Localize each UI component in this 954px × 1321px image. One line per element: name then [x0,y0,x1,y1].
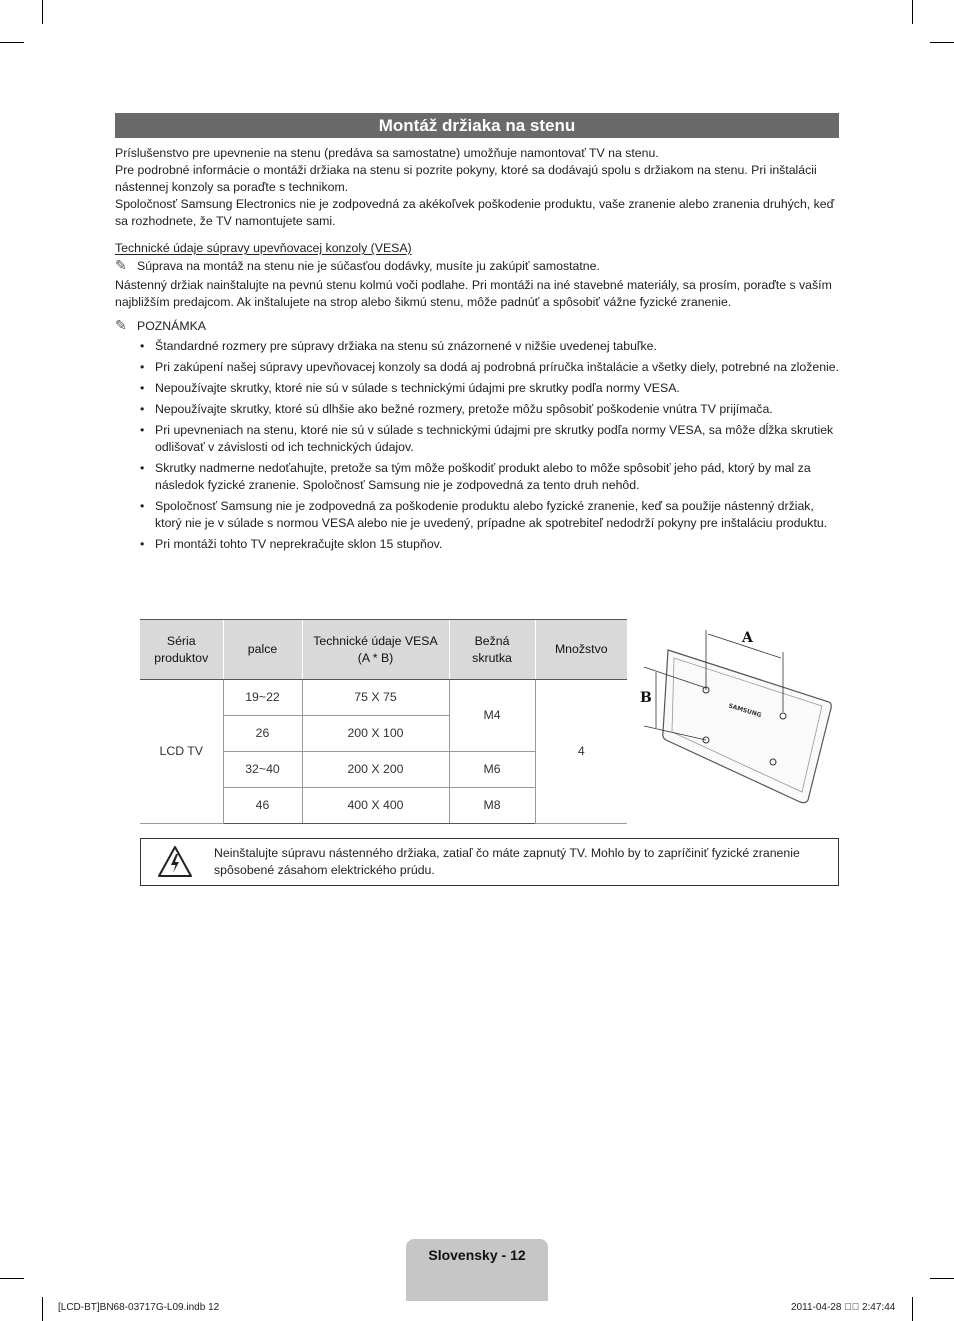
header-series: Séria produktov [140,620,223,680]
note-item: • Nepoužívajte skrutky, ktoré sú dlhšie ako bežné rozmery, pretože môžu spôsobiť poškodenie vnútra TV prijímača. [115,401,841,418]
cell-quantity: 4 [535,680,627,824]
intro-paragraph: Príslušenstvo pre upevnenie na stenu (predáva sa samostatne) umožňuje namontovať TV na stenu. [115,146,659,160]
table-row [140,680,627,716]
tv-back-diagram [636,622,841,807]
page-number-tab [406,1239,548,1301]
crop-mark [930,42,954,43]
dimension-b-label: B [640,690,652,706]
note-heading [115,317,841,335]
vesa-heading: Technické údaje súpravy upevňovacej konzoly (VESA) [115,241,412,255]
note-item: • Spoločnosť Samsung nie je zodpovedná za poškodenie produktu alebo fyzické zranenie, keď sa použije nástenný držiak, ktorý nie je v súlade s normou VESA alebo nie je uvedený, prípadne ak spotrebiteľ nedodrží pokyny pre inštaláciu produktu. [115,498,841,532]
intro-paragraph: Pre podrobné informácie o montáži držiaka na stenu si pozrite pokyny, ktoré sa dodávajú spolu s držiakom na stenu. Pri inštalácii nástennej konzoly sa poraďte s technikom. [115,163,817,194]
main-content [115,145,841,557]
crop-mark [912,0,913,24]
note-pencil-icon: ✎ [115,257,127,273]
warning-text: Neinštalujte súpravu nástenného držiaka, zatiaľ čo máte zapnutý TV. Mohlo by to zapríčiniť fyzické zranenie spôsobené zásahom elektrického prúdu. [214,846,800,877]
cell-vesa: 200 X 200 [302,752,449,788]
note-item: • Pri upevneniach na stenu, ktoré nie sú v súlade s technickými údajmi pre skrutky podľa normy VESA, sa môže dĺžka skrutiek odlišovať v závislosti od ich technických údajov. [115,422,841,456]
tv-back-panel [663,650,831,803]
cell-screw: M8 [449,788,535,824]
note-label: POZNÁMKA [137,319,207,333]
cell-screw: M4 [449,680,535,752]
crop-mark [930,1278,954,1279]
crop-mark [912,1297,913,1321]
cell-screw: M6 [449,752,535,788]
cell-inches: 32~40 [223,752,302,788]
vesa-spec-table [140,619,627,824]
note-item: • Pri montáži tohto TV neprekračujte sklon 15 stupňov. [115,536,841,553]
table-header-row [140,620,627,680]
print-timestamp: 2011-04-28 ￿￿ 2:47:44 [791,1302,896,1313]
header-screw: Bežná skrutka [449,620,535,680]
crop-mark [0,42,24,43]
print-file-info: [LCD-BT]BN68-03717G-L09.indb 12 [58,1302,220,1313]
crop-mark [0,1278,24,1279]
note-item: • Pri zakúpení našej súpravy upevňovacej konzoly sa dodá aj podrobná príručka inštalácie a všetky diely, potrebné na zloženie. [115,359,841,376]
section-title: Montáž držiaka na stenu [115,113,839,138]
cell-vesa: 75 X 75 [302,680,449,716]
cell-inches: 19~22 [223,680,302,716]
note-pencil-icon: ✎ [115,317,127,333]
crop-mark [42,0,43,24]
header-inches: palce [223,620,302,680]
dimension-a-label: A [742,630,753,646]
note-item: • Nepoužívajte skrutky, ktoré nie sú v súlade s technickými údajmi pre skrutky podľa normy VESA. [115,380,841,397]
brand-logo: SAMSUNG [727,702,763,720]
install-paragraph: Nástenný držiak nainštalujte na pevnú stenu kolmú voči podlahe. Pri montáži na iné stavebné materiály, sa prosím, poraďte s vaším najbližším predajcom. Ak inštalujete na strop alebo šikmú stenu, môže padnúť a spôsobiť vážne fyzické zranenie. [115,278,832,309]
kit-note-text: Súprava na montáž na stenu nie je súčasťou dodávky, musíte ju zakúpiť samostatne. [137,259,600,273]
cell-vesa: 400 X 400 [302,788,449,824]
kit-note [115,257,841,275]
intro-paragraph: Spoločnosť Samsung Electronics nie je zodpovedná za akékoľvek poškodenie produktu, vaše zranenie alebo zranenia druhých, keď sa rozhodnete, že TV namontujete sami. [115,197,835,228]
note-item: • Štandardné rozmery pre súpravy držiaka na stenu sú znázornené v nižšie uvedenej tabuľke. [115,338,841,355]
cell-inches: 46 [223,788,302,824]
header-vesa: Technické údaje VESA (A * B) [302,620,449,680]
cell-inches: 26 [223,716,302,752]
cell-vesa: 200 X 100 [302,716,449,752]
header-quantity: Množstvo [535,620,627,680]
warning-box [140,838,839,886]
electric-shock-warning-icon [157,845,193,879]
note-list [115,338,841,553]
page-label: Slovensky - 12 [428,1247,526,1263]
crop-mark [42,1297,43,1321]
note-item: • Skrutky nadmerne nedoťahujte, pretože sa tým môže poškodiť produkt alebo to môže spôsobiť jeho pád, ktorý by mal za následok fyzické zranenie. Spoločnosť Samsung nie je zodpovedná za tento druh nehôd. [115,460,841,494]
cell-series: LCD TV [140,680,223,824]
